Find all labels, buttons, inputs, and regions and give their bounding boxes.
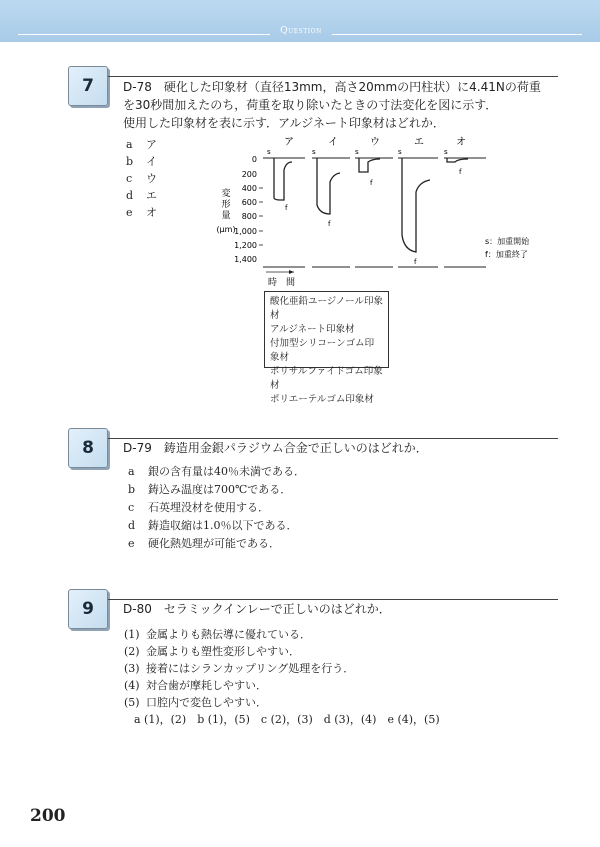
baselines bbox=[263, 158, 486, 267]
q9-statement-1: (1) 金属よりも熱伝導に優れている． bbox=[124, 628, 311, 641]
question-7-stem bbox=[123, 78, 541, 132]
q8-option-d[interactable]: d 鋳造収縮は1.0％以下である． bbox=[128, 519, 298, 532]
y-tick-400: 400 bbox=[241, 184, 257, 193]
header-rule-right bbox=[332, 34, 582, 35]
s-marker-o: s bbox=[444, 148, 448, 156]
q7-option-a[interactable]: a ア bbox=[126, 138, 157, 151]
curve-e bbox=[402, 158, 430, 252]
panel-label-o: オ bbox=[456, 137, 466, 148]
f-marker-u: f bbox=[370, 179, 373, 187]
q7-stem-line-1: D-78 硬化した印象材（直径13mm，高さ20mmの円柱状）に4.41Nの荷重 bbox=[123, 80, 541, 94]
key-f: f：加重終了 bbox=[485, 250, 528, 259]
header-rule-left bbox=[18, 34, 270, 35]
s-marker-u: s bbox=[355, 148, 359, 156]
f-marker-a: f bbox=[285, 204, 288, 212]
q9-choices[interactable]: a (1)，(2) b (1)，(5) c (2)，(3) d (3)，(4) e (4)，(5) bbox=[134, 713, 440, 726]
material-2: アルジネート印象材 bbox=[270, 324, 355, 335]
material-1: 酸化亜鉛ユージノール印象材 bbox=[270, 296, 383, 321]
panel-label-e: エ bbox=[414, 137, 424, 148]
y-tick-1400: 1,400 bbox=[234, 255, 257, 264]
y-label-char-3: 量 bbox=[221, 211, 231, 221]
q9-statement-2: (2) 金属よりも塑性変形しやすい． bbox=[124, 645, 300, 658]
material-5: ポリエーテルゴム印象材 bbox=[270, 394, 374, 405]
s-marker-a: s bbox=[267, 148, 271, 156]
question-8-number: 8 bbox=[68, 428, 108, 468]
q7-option-b[interactable]: b イ bbox=[126, 155, 157, 168]
question-7-rule bbox=[108, 76, 558, 77]
materials-table bbox=[264, 291, 389, 405]
question-9-stem: D-80 セラミックインレーで正しいのはどれか． bbox=[123, 602, 391, 616]
y-tick-600: 600 bbox=[241, 198, 257, 207]
x-label: 時 間 bbox=[268, 278, 296, 288]
question-7-number: 7 bbox=[68, 66, 108, 106]
question-8-stem: D-79 鋳造用金銀パラジウム合金で正しいのはどれか． bbox=[123, 441, 428, 455]
page-number: 200 bbox=[30, 806, 66, 826]
q9-statement-3: (3) 接着にはシランカップリング処理を行う． bbox=[124, 662, 355, 675]
question-9-number: 9 bbox=[68, 589, 108, 629]
curve-o bbox=[447, 158, 468, 162]
q8-option-c[interactable]: c 石英埋没材を使用する． bbox=[128, 501, 269, 514]
y-label-unit: (μm) bbox=[216, 225, 236, 234]
curve-a bbox=[274, 158, 292, 200]
curve-i bbox=[317, 158, 340, 214]
q9-statement-5: (5) 口腔内で変色しやすい． bbox=[124, 696, 267, 709]
deformation-figure bbox=[200, 130, 560, 290]
y-label-char-1: 変 bbox=[221, 189, 231, 199]
s-marker-e: s bbox=[398, 148, 402, 156]
q7-option-c[interactable]: c ウ bbox=[126, 172, 157, 185]
q9-statement-4: (4) 対合歯が摩耗しやすい． bbox=[124, 679, 267, 692]
q7-option-d[interactable]: d エ bbox=[126, 189, 157, 202]
y-tick-200: 200 bbox=[241, 170, 257, 179]
panel-label-i: イ bbox=[328, 137, 338, 148]
header-title: Question bbox=[280, 26, 322, 36]
f-marker-i: f bbox=[328, 220, 331, 228]
material-4: ポリサルファイドゴム印象材 bbox=[270, 366, 383, 391]
q8-option-e[interactable]: e 硬化熱処理が可能である． bbox=[128, 537, 280, 550]
y-tick-marks bbox=[259, 188, 263, 245]
f-marker-e: f bbox=[414, 258, 417, 266]
curve-u bbox=[359, 158, 380, 172]
y-label-char-2: 形 bbox=[221, 200, 231, 210]
s-marker-i: s bbox=[312, 148, 316, 156]
time-arrow-head bbox=[289, 270, 294, 274]
f-marker-o: f bbox=[459, 168, 462, 176]
q8-option-b[interactable]: b 鋳込み温度は700℃である． bbox=[128, 483, 292, 496]
panel-label-u: ウ bbox=[370, 137, 380, 148]
material-3: 付加型シリコーンゴム印象材 bbox=[270, 338, 375, 363]
key-s: s：加重開始 bbox=[485, 237, 530, 246]
q7-stem-line-2: を30秒間加えたのち，荷重を取り除いたときの寸法変化を図に示す． bbox=[123, 98, 498, 112]
q7-option-e[interactable]: e オ bbox=[126, 206, 157, 219]
y-tick-0: 0 bbox=[251, 155, 257, 164]
q8-option-a[interactable]: a 銀の含有量は40％未満である． bbox=[128, 465, 305, 478]
y-tick-1200: 1,200 bbox=[234, 241, 257, 250]
y-tick-800: 800 bbox=[241, 212, 257, 221]
panel-label-a: ア bbox=[284, 137, 294, 148]
y-tick-1000: 1,000 bbox=[234, 227, 257, 236]
q7-stem-line-3: 使用した印象材を表に示す．アルジネート印象材はどれか． bbox=[123, 116, 445, 130]
